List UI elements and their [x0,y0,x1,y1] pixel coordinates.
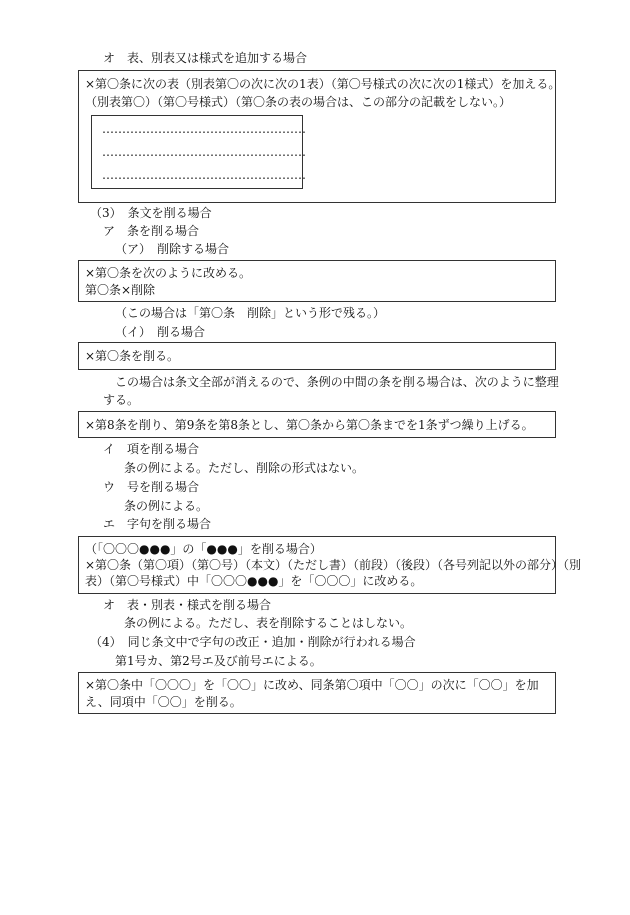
heading-cut-case: （イ） 削る場合 [115,325,206,339]
example-box-combined [78,672,556,714]
dotted-line: …………………………………………… [102,122,306,136]
paragraph-line: 条の例による。ただし、削除の形式はない。 [124,461,365,475]
dotted-line: …………………………………………… [102,145,306,159]
box-line: ×第〇条中「〇〇〇」を「〇〇」に改め、同条第〇項中「〇〇」の次に「〇〇」を加 [85,678,539,692]
table-placeholder [91,115,306,189]
box-line: ×第8条を削り、第9条を第8条とし、第〇条から第〇条までを1条ずつ繰り上げる。 [85,418,534,432]
heading-add-table: オ 表、別表又は様式を追加する場合 [103,51,308,65]
box-line: （「〇〇〇●●●」の「●●●」を削る場合） [85,542,322,556]
box-line: （別表第〇）（第〇号様式）（第〇条の表の場合は、この部分の記載をしない。） [85,95,512,109]
heading-delete-table: オ 表・別表・様式を削る場合 [103,598,272,612]
box-line: ×第〇条を削る。 [85,349,180,363]
example-box-shift [78,411,556,438]
example-box-add-table [78,70,561,203]
heading-delete-article: ア 条を削る場合 [103,224,200,238]
note-remains: （この場合は「第〇条 削除」という形で残る。） [115,306,386,320]
box-line: え、同項中「〇〇」を削る。 [85,695,242,709]
paragraph-line: する。 [103,393,140,407]
example-box-cut [78,342,556,370]
heading-section-4: （4） 同じ条文中で字句の改正・追加・削除が行われる場合 [90,635,416,649]
heading-delete-number: ウ 号を削る場合 [103,480,200,494]
box-line: 第〇条×削除 [85,283,156,297]
example-box-phrase [78,536,582,594]
paragraph-line: 条の例による。ただし、表を削除することはしない。 [124,616,413,630]
box-line: ×第〇条に次の表（別表第〇の次に次の1表）（第〇号様式の次に次の1様式）を加える。 [85,77,561,91]
paragraph-line: この場合は条文全部が消えるので、条例の中間の条を削る場合は、次のように整理 [115,375,559,389]
paragraph-line: 条の例による。 [124,499,209,513]
example-box-remove [78,260,556,302]
dotted-line: …………………………………………… [102,168,306,182]
heading-section-3: （3） 条文を削る場合 [90,206,212,220]
box-line: ×第〇条を次のように改める。 [85,266,252,280]
heading-delete-item: イ 項を削る場合 [103,442,200,456]
box-line: ×第〇条（第〇項）（第〇号）（本文）（ただし書）（前段）（後段）（各号列記以外の部分）（別 [85,558,582,572]
paragraph-line: 第1号カ、第2号エ及び前号エによる。 [115,654,322,668]
heading-delete-phrase: エ 字句を削る場合 [103,517,212,531]
box-line: 表）（第〇号様式）中「〇〇〇●●●」を「〇〇〇」に改める。 [85,574,423,588]
heading-remove-case: （ア） 削除する場合 [115,242,230,256]
